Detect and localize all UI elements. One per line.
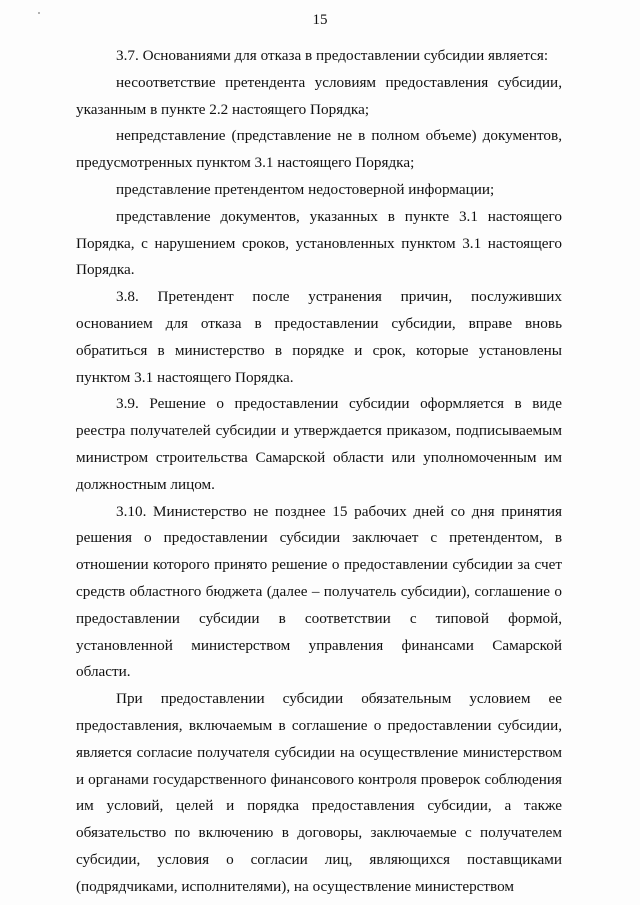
paragraph-3-7-heading: 3.7. Основаниями для отказа в предоставлении субсидии является:	[116, 47, 549, 64]
paragraph-refusal-reason-4: представление документов, указанных в пункте 3.1 настоящего Порядка, с нарушением сроков, установленных пунктом 3.1 настоящего Порядка.	[76, 207, 562, 279]
paragraph-subsidy-condition: При предоставлении субсидии обязательным условием ее предоставления, включаемым в соглашение о предоставлении субсидии, является согласие получателя субсидии на осуществление министерством и органами государственного финансового контроля проверок соблюдения им условий, целей и порядка предоставления субсидии, а также обязательство по включению в договоры, заключаемые с получателем субсидии, условия о согласии лиц, являющихся поставщиками (подрядчиками, исполнителями), на осуществление министерством	[76, 690, 562, 895]
paragraph-refusal-reason-2: непредставление (представление не в полном объеме) документов, предусмотренных пунктом 3.1 настоящего Порядка;	[76, 127, 562, 172]
page-number: 15	[312, 12, 328, 28]
paragraph-3-10: 3.10. Министерство не позднее 15 рабочих дней со дня принятия решения о предоставлении субсидии заключает с претендентом, в отношении которого принято решение о предоставлении субсидии за счет средств областного бюджета (далее – получатель субсидии), соглашение о предоставлении субсидии в соответствии с типовой формой, установленной министерством управления финансами Самарской области.	[76, 502, 562, 681]
document-body	[76, 43, 562, 901]
paragraph-refusal-reason-1: несоответствие претендента условиям предоставления субсидии, указанным в пункте 2.2 настоящего Порядка;	[76, 73, 562, 118]
paragraph-3-9: 3.9. Решение о предоставлении субсидии оформляется в виде реестра получателей субсидии и утверждается приказом, подписываемым министром строительства Самарской области или уполномоченным им должностным лицом.	[76, 395, 562, 493]
paragraph-3-8: 3.8. Претендент после устранения причин, послуживших основанием для отказа в предоставлении субсидии, вправе вновь обратиться в министерство в порядке и срок, которые установлены пунктом 3.1 настоящего Порядка.	[76, 288, 562, 386]
paragraph-refusal-reason-3: представление претендентом недостоверной информации;	[116, 180, 495, 198]
